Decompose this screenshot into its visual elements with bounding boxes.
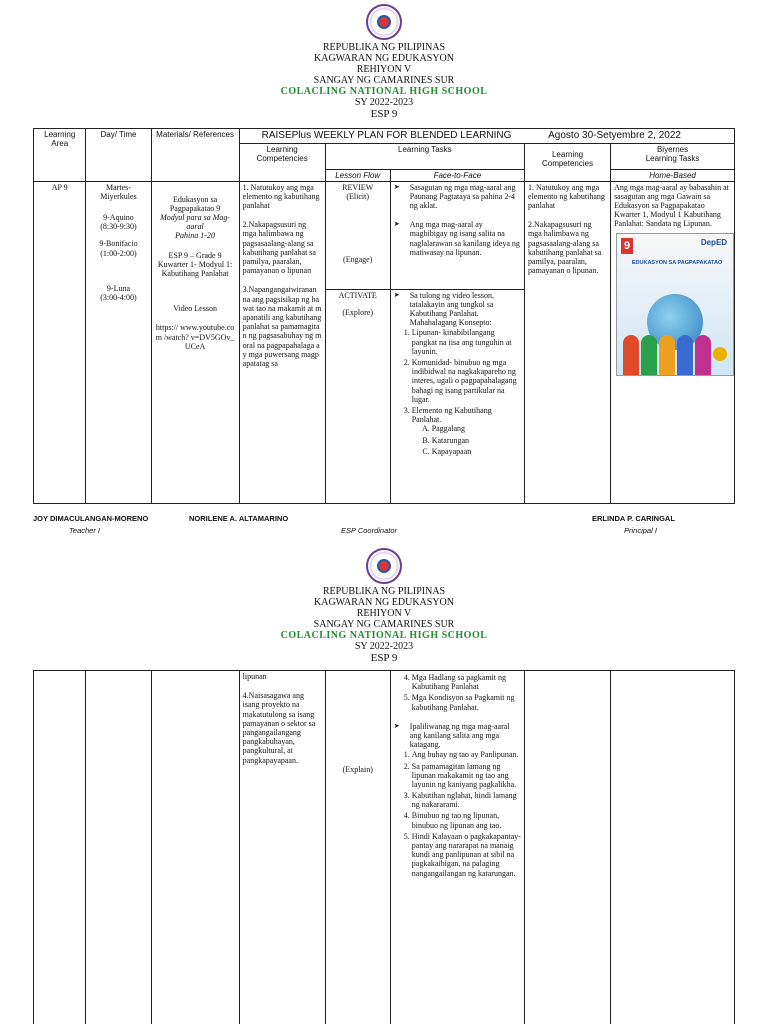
letterhead xyxy=(0,0,768,120)
cell-learning-area: AP 9 xyxy=(34,181,86,503)
material-video: Video Lesson xyxy=(173,304,217,314)
competency-1: 1. Natutukoy ang mga elemento ng kabutihang panlahat xyxy=(242,182,320,211)
section-2: 9-Bonifacio xyxy=(99,239,138,249)
concept-hadlang: 4. Mga Hadlang sa pagkamit ng Kabutihang Panlahat xyxy=(412,673,521,691)
cell-face-to-face-cont xyxy=(390,671,524,1024)
saying-2: 2. Sa pamamagitan lamang ng lipunan makakamit ng tao ang layunin ng kaniyang pagkalikha. xyxy=(412,762,521,790)
region-line: REHIYON V xyxy=(356,64,412,75)
learning-tasks-label: Learning Tasks xyxy=(645,153,700,163)
concept-komunidad: 2. Komunidad- binubuo ng mga indibidwal na nagkakapareho ng interes, ugali o pagpapahalagang bahagi ng isang partikular na lugar. xyxy=(412,358,521,404)
book-title: EDUKASYON SA PAGPAPAKATAO xyxy=(631,259,723,266)
subject-title: ESP 9 xyxy=(370,652,398,664)
flow-review-label: REVIEW xyxy=(342,182,374,192)
header-face-to-face: Face-to-Face xyxy=(390,169,524,181)
key-concepts-label: Mahahalagang Konsepto: xyxy=(409,318,492,328)
material-book: Edukasyon sa Pagpapakatao 9 xyxy=(169,194,221,213)
header-learning-area: Learning Area xyxy=(34,129,86,182)
competency-2-2: 2.Nakapagsusuri ng mga halimbawa ng pagsasaalang-alang sa kabutihang panlahat sa pamilya, paaralan, pamayanan o lipunan. xyxy=(528,220,602,276)
cell-empty xyxy=(525,671,611,1024)
cell-competencies xyxy=(239,181,325,503)
coordinator-role: ESP Coordinator xyxy=(341,525,398,535)
school-year: SY 2022-2023 xyxy=(354,641,414,652)
flow-activate xyxy=(326,290,390,317)
division-line: SANGAY NG CAMARINES SUR xyxy=(313,619,455,630)
saying-4: 4. Binubuo ng tao ng lipunan, binubuo ng lipunan ang tao. xyxy=(412,811,521,829)
deped-logo: DepED xyxy=(700,237,728,247)
plan-title-row xyxy=(239,129,734,144)
task-pretest: ➤ Sasagutan ng mga mag-aaral ang Paunang Pagtataya sa pahina 2-4 ng aklat. xyxy=(394,183,521,211)
home-based-task: Ang mga mag-aaral ay babasahin at sasagutan ang mga Gawain sa Edukasyon sa Pagpapakatao Kwarter 1, Modyul 1 Kabutihang Panlahat: Sandata ng Lipunan. xyxy=(614,182,729,229)
weekly-plan-table xyxy=(33,128,735,504)
cell-home-based xyxy=(611,181,735,503)
saying-3: 3. Kabutihan nglahat, hindi lamang ng nakararami. xyxy=(412,791,521,809)
concept-lipunan: 1. Lipunan- kinabibilangang pangkat na iisa ang tunguhin at layunin. xyxy=(412,328,521,356)
letterhead-page-2 xyxy=(0,544,768,664)
esp-book-cover xyxy=(616,233,734,376)
flow-explain-label: (Explain) xyxy=(342,765,373,774)
seal-icon xyxy=(713,347,727,361)
cell-face-to-face xyxy=(390,181,524,503)
cell-lesson-flow xyxy=(325,181,390,503)
republic-line: REPUBLIKA NG PILIPINAS xyxy=(322,586,446,597)
cell-empty xyxy=(86,671,151,1024)
cell-empty xyxy=(34,671,86,1024)
competency-3: 3.Napangangatwiranan na ang pagsisikap ng bawat tao na makamit at mapanatili ang kabutihang panlahat sa pamamagitan ng pagsasabuhay ng moral na pagpapahalaga ay mga puwersang magpapatatag sa xyxy=(242,285,322,368)
hand-icon xyxy=(695,335,711,375)
header-lesson-flow: Lesson Flow xyxy=(325,169,390,181)
element-katarungan: B. Katarungan xyxy=(432,436,521,445)
task-video xyxy=(394,291,521,328)
cell-competencies-cont xyxy=(239,671,325,1024)
plan-date: Agosto 30-Setyembre 2, 2022 xyxy=(548,130,681,141)
material-grade: ESP 9 – Grade 9 Kuwarter 1- Modyul 1: Kabutihang Panlahat xyxy=(157,250,233,278)
hand-icon xyxy=(677,335,693,375)
competency-4: 4.Naisasagawa ang isang proyekto na makatutulong sa isang pamayanan o sektor sa pangangailangang pangkabuhayan, pangkultural, at pangkapayapaan. xyxy=(242,691,316,765)
teacher-role: Teacher I xyxy=(69,525,100,535)
time-3: (3:00-4:00) xyxy=(100,293,137,302)
element-paggalang: A. Paggalang xyxy=(432,424,521,433)
material-pages: Pahina 1-20 xyxy=(175,231,215,241)
header-biyernes xyxy=(611,143,735,169)
signature-coordinator xyxy=(189,515,397,535)
flow-elicit-label: (Elicit) xyxy=(346,191,370,201)
principal-role: Principal I xyxy=(624,525,657,535)
grade-number: 9 xyxy=(621,238,633,254)
competency-2-1: 1. Natutukoy ang mga elemento ng kabutihang panlahat xyxy=(528,182,605,211)
time-2: (1:00-2:00) xyxy=(100,248,137,258)
hand-icon xyxy=(623,335,639,375)
saying-5: 5. Hindi Kalayaan o pagkakapantay-pantay ang nararapat na manaig kundi ang panlipunan at sibil na pagkakaibigan, na palaging nangangailangan ng katarungan. xyxy=(412,832,521,878)
f2f-activate xyxy=(391,290,524,459)
task-describe: ➤ Ang mga mag-aaral ay magbibigay ng isang salita na naglalarawan sa kanilang ideya ng matiwasay na lipunan. xyxy=(394,220,521,257)
flow-engage-label: (Engage) xyxy=(343,255,373,265)
flow-explore-label: (Explore) xyxy=(342,307,374,317)
coordinator-name: NORILENE A. ALTAMARINO xyxy=(189,514,289,523)
flow-review xyxy=(326,182,390,290)
region-line: REHIYON V xyxy=(356,608,412,619)
material-link[interactable]: https:// www.youtube.com /watch? v=DV5GOv_UCeA xyxy=(155,323,235,351)
school-name: COLACLING NATIONAL HIGH SCHOOL xyxy=(280,630,488,641)
plan-title: RAISEPlus WEEKLY PLAN FOR BLENDED LEARNING xyxy=(261,130,512,141)
flow-activate-label: ACTIVATE xyxy=(338,290,377,300)
material-module: Modyul para sa Mag-aaral xyxy=(160,213,231,232)
signature-principal xyxy=(592,515,675,535)
cell-empty xyxy=(611,671,735,1024)
department-line: KAGWARAN NG EDUKASYON xyxy=(314,597,454,608)
hand-icon xyxy=(659,335,675,375)
competency-3-cont: lipunan xyxy=(242,672,267,681)
weekly-plan-table-continued xyxy=(33,670,735,1024)
principal-name: ERLINDA P. CARINGAL xyxy=(592,514,675,523)
division-line: SANGAY NG CAMARINES SUR xyxy=(313,75,455,86)
teacher-name: JOY DIMACULANGAN-MORENO xyxy=(33,514,149,523)
hand-icon xyxy=(641,335,657,375)
concept-elemento-text: Elemento ng Kabutihang Panlahat. xyxy=(411,405,492,425)
deped-seal-icon xyxy=(366,548,402,584)
deped-seal-icon xyxy=(366,4,402,40)
header-competencies: Learning Competencies xyxy=(239,143,325,181)
header-day-time: Day/ Time xyxy=(86,129,151,182)
cell-competencies-2 xyxy=(525,181,611,503)
competency-2: 2.Nakapagsusuri ng mga halimbawa ng pagsasaalang-alang sa kabutihang panlahat sa pamilya, paaralan, pamayanan o lipunan xyxy=(242,220,316,276)
saying-1: 1. Ang buhay ng tao ay Panlipunan. xyxy=(412,750,521,759)
task-video-text: Sa tulong ng video lesson, tatalakayin ang tungkol sa Kabutihang Panlahat. xyxy=(409,290,494,319)
republic-line: REPUBLIKA NG PILIPINAS xyxy=(322,42,446,53)
school-year: SY 2022-2023 xyxy=(354,97,414,108)
biyernes-label: Biyernes xyxy=(656,144,689,154)
cell-empty xyxy=(151,671,239,1024)
task-explain: ➤ Ipaliliwanag ng mga mag-aaral ang kanilang salita ang mga katagang. xyxy=(394,722,521,750)
header-learning-tasks: Learning Tasks xyxy=(325,143,524,169)
header-materials: Materials/ References xyxy=(151,129,239,182)
cell-lesson-flow-cont xyxy=(325,671,390,1024)
f2f-review xyxy=(391,182,524,290)
concept-kondisyon: 5. Mga Kondisyon sa Pagkamit ng kabutihang Panlahat. xyxy=(412,693,521,711)
department-line: KAGWARAN NG EDUKASYON xyxy=(314,53,454,64)
subject-title: ESP 9 xyxy=(370,108,398,120)
concept-elemento xyxy=(412,406,521,456)
days: Martes-Miyerkules xyxy=(100,182,137,201)
element-kapayapaan: C. Kapayapaan xyxy=(432,447,521,456)
school-name: COLACLING NATIONAL HIGH SCHOOL xyxy=(280,86,488,97)
section-1: 9-Aquino xyxy=(103,213,134,223)
header-home-based: Home-Based xyxy=(611,169,735,181)
time-1: (8:30-9:30) xyxy=(100,222,137,232)
header-competencies-2: Learning Competencies xyxy=(525,143,611,181)
section-3: 9-Luna xyxy=(106,283,131,293)
signature-teacher xyxy=(33,515,148,535)
cell-materials xyxy=(151,181,239,503)
cell-day-time xyxy=(86,181,151,503)
